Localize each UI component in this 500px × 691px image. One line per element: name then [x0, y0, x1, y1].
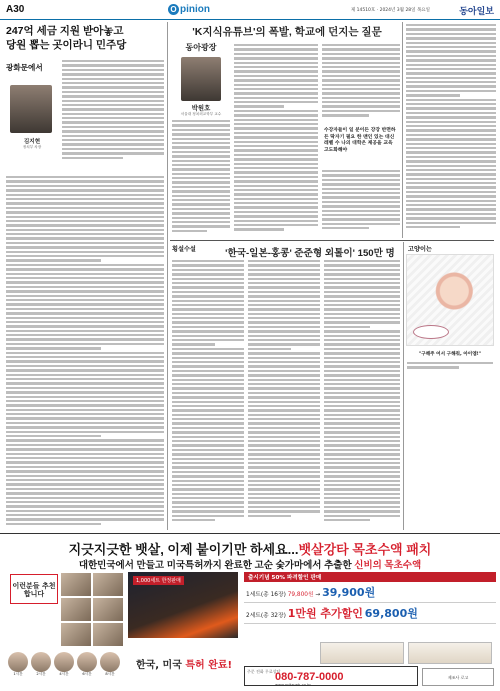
- ad-sub-plain: 대한민국에서 만들고 미국특허까지 완료한 고순 숯가마에서 추출한: [78, 560, 352, 571]
- advertisement[interactable]: [0, 533, 500, 691]
- price-was: 79,800원: [287, 592, 314, 598]
- section-label: [168, 4, 210, 15]
- cartoon-divider: [403, 242, 404, 530]
- middle-body-text-b: [172, 120, 230, 238]
- issue-number: 제 14510호: [350, 8, 376, 13]
- price-now: 69,800원: [364, 607, 418, 620]
- left-body-text: [6, 176, 164, 526]
- column-divider: [167, 22, 168, 530]
- cartoon-illustration: [406, 254, 494, 346]
- middle-body-text-c: [322, 44, 400, 124]
- ad-sub-red: 신비의 목초수액: [354, 560, 422, 571]
- ad-product-photo: [128, 572, 238, 638]
- columnist-name: 박원호: [191, 104, 211, 112]
- ad-model-photos: [60, 572, 124, 648]
- ad-headline-product: 뱃살강타 목초수액 패치: [298, 542, 432, 557]
- cartoon-credit: [407, 362, 493, 380]
- editorial-body-a: [172, 260, 244, 528]
- brand-logo: 동아일보: [459, 6, 494, 16]
- left-column: [6, 24, 164, 529]
- pull-quote: 수강자들이 일 분이든 강강 반면하든 딱자기 필요 한 맨인 있는 대신 레벨 수 나의 대학은 제공을 교육 고도화해야: [324, 128, 396, 153]
- ad-maker-logo: 제조사 로고: [422, 668, 494, 686]
- ad-recommend-badge: 이런분들 추천 합니다: [10, 574, 58, 604]
- ad-subheadline: [6, 557, 494, 571]
- ad-progress-thumbs: [8, 652, 124, 682]
- tagline-plain: 한국, 미국: [135, 660, 182, 671]
- right-body-text: [406, 24, 496, 238]
- price-label: 2세트(총 32장): [246, 613, 286, 619]
- middle-body-text-d: [322, 170, 400, 238]
- tagline-red: 특허 완료!: [185, 660, 233, 671]
- editorial-body-c: [324, 260, 400, 528]
- cartoon-tag: 고양이는: [408, 246, 432, 253]
- cartoon-caption: "구해주 어서 구해줘, 아이엠!": [418, 352, 482, 357]
- middle-body-text-a: [234, 44, 318, 238]
- columnist-title: 서울대 정치외교학부 교수: [180, 112, 222, 116]
- speech-bubble: [413, 325, 449, 339]
- thumb-label: 1시간: [13, 672, 23, 676]
- page-header: [0, 0, 500, 20]
- left-headline-1: 247억 세금 지원 받아놓고: [6, 25, 124, 37]
- columnist-photo: [181, 57, 221, 101]
- price-label: 1세트(총 16장): [246, 592, 286, 598]
- author-photo: [10, 85, 52, 133]
- issue-meta: 제 14510호 · 2024년 3월 28일 목요일: [350, 8, 430, 13]
- ad-price-row: 1세트(총 16장) 79,800원 → 39,900원: [244, 582, 496, 603]
- thumb-label: 2시간: [36, 672, 46, 676]
- author-name: 김지현: [23, 139, 41, 145]
- ad-price-table: [244, 572, 496, 624]
- price-now: 39,900원: [322, 586, 376, 599]
- page-number: A30: [6, 4, 25, 15]
- section-divider: [170, 240, 494, 241]
- ad-limited-label: 1,000세트 한정판매: [133, 576, 184, 585]
- section-name: pinion: [180, 4, 210, 15]
- ad-website-link[interactable]: www.mitzvah.co.kr: [275, 682, 311, 687]
- editorial-body-b: [248, 260, 320, 528]
- thumb-label: 4시간: [59, 672, 69, 676]
- left-headline-2: 당원 뽑는 곳이라니 민주당: [6, 39, 127, 51]
- editorial-title: '한국-일본-홍콩' 준준형 외톨이' 150만 명: [225, 248, 395, 259]
- left-body-text-top: [62, 60, 164, 172]
- left-byline: [6, 62, 58, 150]
- editorial-tag: 횡설수설: [172, 246, 196, 253]
- left-column-label: 광화문에서: [6, 63, 43, 72]
- phone-number[interactable]: 080-787-0000: [275, 671, 344, 683]
- thumb-label: 8시간: [105, 672, 115, 676]
- column-byline: [172, 42, 230, 117]
- ad-package-photos: [320, 642, 496, 664]
- right-divider: [402, 22, 403, 238]
- main-headline: 'K지식유튜브'의 폭발, 학교에 던지는 질문: [192, 26, 382, 38]
- ad-headline: [6, 539, 494, 558]
- ad-price-row: [244, 603, 496, 624]
- section-initial: O: [168, 4, 179, 15]
- author-title: 정치부 차장: [22, 145, 42, 149]
- ad-discount-band: 출시기념 50% 파격할인 판매: [244, 572, 496, 582]
- column-kicker: 동아광장: [185, 43, 217, 52]
- phone-label: 주문 전화 무료상담: [247, 669, 281, 674]
- ad-headline-plain: 지긋지긋한 뱃살, 이제 붙이기만 하세요...: [68, 542, 299, 557]
- price-was: 1만원 추가할인: [287, 607, 363, 620]
- ad-patent-tagline: [128, 656, 240, 671]
- thumb-label: 6시간: [82, 672, 92, 676]
- issue-date: 2024년 3월 28일 목요일: [379, 8, 430, 13]
- ad-phone-box[interactable]: [244, 666, 418, 686]
